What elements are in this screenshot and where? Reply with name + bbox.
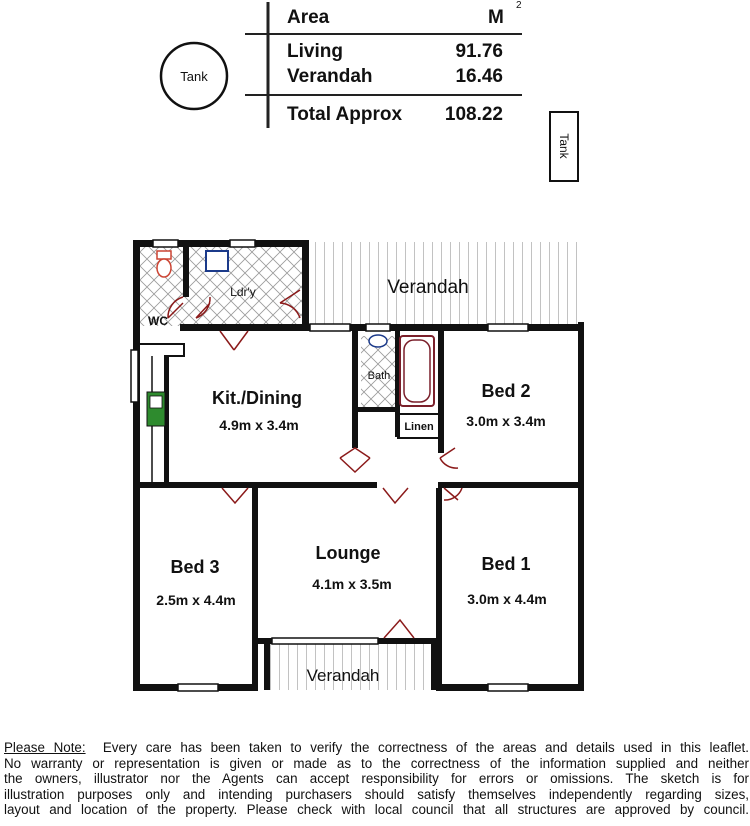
note-line-5: layout and location of the property. Please check with local council that all structures are approved by council. — [4, 802, 749, 818]
lounge-size: 4.1m x 3.5m — [312, 576, 392, 592]
room-linen-label: Linen — [404, 421, 434, 433]
note-line-4: illustration purposes only and intending purchasers should satisfy themselves independently regarding sizes, — [4, 786, 749, 802]
room-bath-label: Bath — [367, 370, 391, 382]
note-label: Please Note: — [4, 740, 86, 755]
area-total-label: Total Approx — [287, 104, 403, 125]
area-row-verandah-value: 16.46 — [455, 66, 503, 87]
basin-icon — [369, 335, 387, 347]
verandah-bottom-label: Verandah — [306, 666, 380, 685]
rect-tank — [550, 112, 578, 181]
area-header-label: Area — [287, 7, 330, 28]
laundry-trough-icon — [206, 251, 228, 271]
kitchen-name: Kit./Dining — [212, 388, 302, 408]
bed3-size: 2.5m x 4.4m — [156, 592, 236, 608]
round-tank — [161, 43, 227, 109]
room-laundry-label: Ldr'y — [230, 285, 256, 299]
disclaimer-note — [4, 740, 749, 818]
note-line-2: No warranty or representation is given or made as to the correctness of the information supplied and neither — [4, 755, 749, 771]
area-header-unit: M — [488, 7, 504, 28]
area-row-living-value: 91.76 — [455, 41, 503, 62]
round-tank-label: Tank — [180, 69, 208, 84]
area-total-value: 108.22 — [444, 104, 503, 125]
bed1-name: Bed 1 — [481, 554, 531, 574]
sink-bowl-icon — [150, 396, 162, 408]
area-table — [245, 0, 522, 128]
bed2-size: 3.0m x 3.4m — [466, 413, 546, 429]
kitchen-size: 4.9m x 3.4m — [219, 417, 299, 433]
rect-tank-label: Tank — [557, 133, 571, 159]
bed1-size: 3.0m x 4.4m — [467, 591, 547, 607]
note-line-1: Every care has been taken to verify the correctness of the areas and details used in this leaflet. — [102, 740, 749, 755]
area-header-unit-sup: 2 — [516, 0, 522, 11]
room-wc-label: WC — [148, 314, 168, 328]
bed3-name: Bed 3 — [170, 557, 220, 577]
area-row-living-label: Living — [287, 41, 343, 62]
area-row-verandah-label: Verandah — [287, 66, 373, 87]
bed2-name: Bed 2 — [481, 381, 531, 401]
toilet-icon — [157, 251, 171, 277]
verandah-top-label: Verandah — [387, 277, 469, 298]
note-line-3: the owners, illustrator nor the Agents can accept responsibility for errors or omissions. The sketch is for — [4, 771, 749, 787]
bathtub-icon — [400, 336, 434, 406]
kitchen-bench — [140, 344, 184, 356]
lounge-name: Lounge — [315, 543, 381, 563]
